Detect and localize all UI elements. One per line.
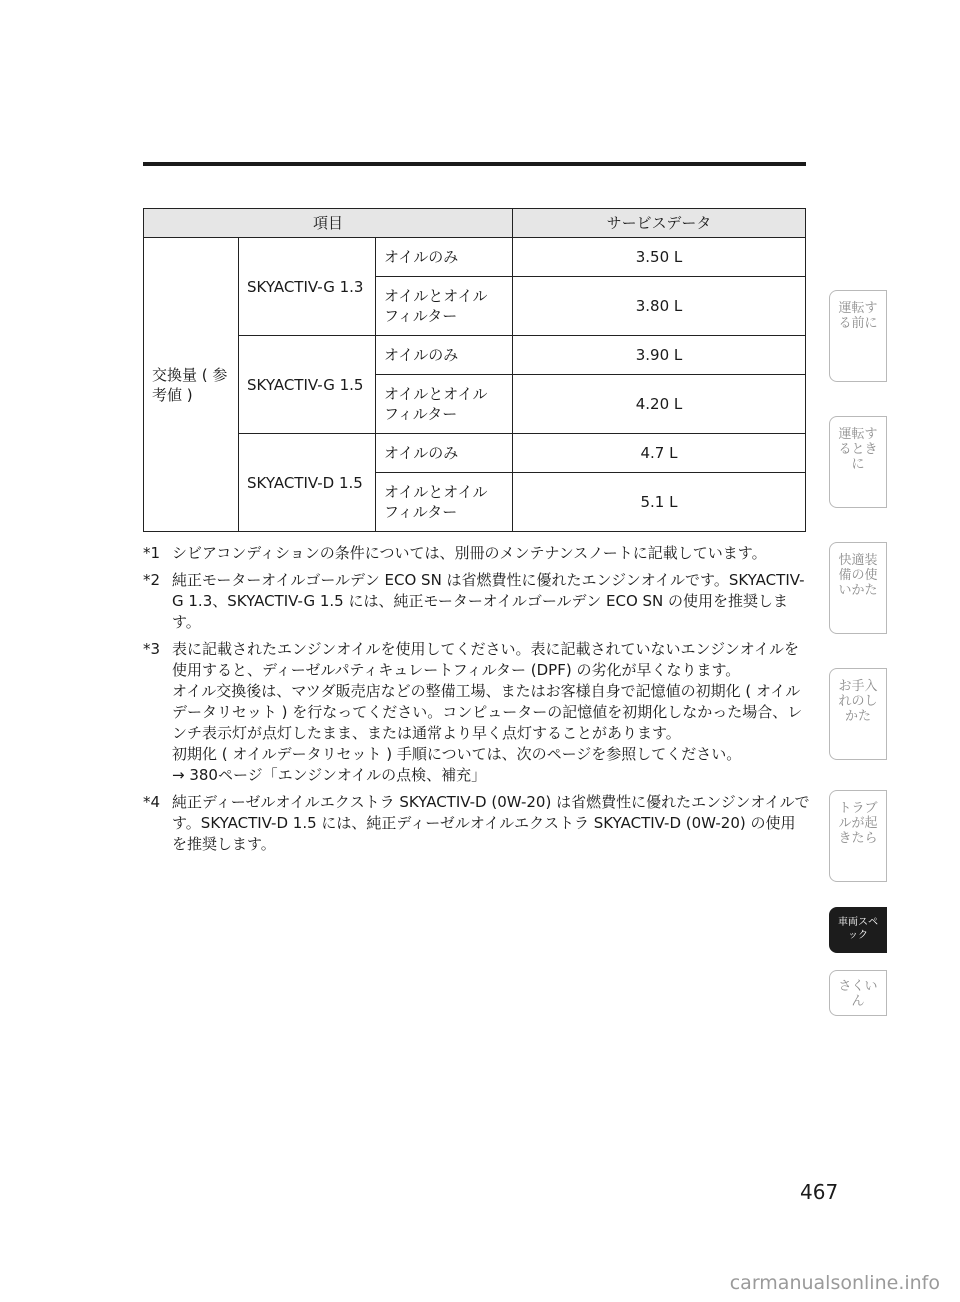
tab-maintenance[interactable]: お手入れのしかた — [829, 668, 887, 760]
model-cell: SKYACTIV-D 1.5 — [239, 434, 376, 532]
model-cell: SKYACTIV-G 1.5 — [239, 336, 376, 434]
tab-while-driving[interactable]: 運転するときに — [829, 416, 887, 508]
footnote-text: シビアコンディションの条件については、別冊のメンテナンスノートに記載しています。 — [172, 544, 767, 562]
tab-troubleshooting[interactable]: トラブルが起きたら — [829, 790, 887, 882]
footnote — [143, 792, 810, 855]
model-cell: SKYACTIV-G 1.3 — [239, 238, 376, 336]
oil-cell: オイルのみ — [376, 434, 513, 473]
oil-cell: オイルとオイル フィルター — [376, 375, 513, 434]
footnote-text: 純正モーターオイルゴールデン ECO SN は省燃費性に優れたエンジンオイルです。SKYACTIV-G 1.3、SKYACTIV-G 1.5 には、純正モーターオイルゴールデン ECO SN の使用を推奨します。 — [172, 571, 805, 631]
header-item: 項目 — [144, 209, 513, 238]
page-number: 467 — [800, 1180, 839, 1204]
tab-before-driving[interactable]: 運転する前に — [829, 290, 887, 382]
category-cell: 交換量 ( 参考値 ) — [144, 238, 239, 532]
footnote-text: 表に記載されたエンジンオイルを使用してください。表に記載されていないエンジンオイルを使用すると、ディーゼルパティキュレートフィルター (DPF) の劣化が早くなります。 — [172, 640, 800, 679]
watermark: carmanualsonline.info — [729, 1272, 940, 1294]
value-cell: 5.1 L — [513, 473, 806, 532]
page-reference-link[interactable]: → 380ページ「エンジンオイルの点検、補充」 — [172, 766, 487, 784]
value-cell: 4.20 L — [513, 375, 806, 434]
footnote-mark: *3 — [143, 640, 161, 658]
tab-index[interactable]: さくいん — [829, 970, 887, 1016]
footnote-text: 純正ディーゼルオイルエクストラ SKYACTIV-D (0W-20) は省燃費性に優れたエンジンオイルです。SKYACTIV-D 1.5 には、純正ディーゼルオイルエクストラ SKYACTIV-D (0W-20) の使用を推奨します。 — [172, 793, 810, 853]
tab-vehicle-specs[interactable]: 車両スペック — [829, 907, 887, 953]
footnote — [143, 543, 810, 564]
top-rule — [143, 162, 806, 166]
footnote-mark: *1 — [143, 544, 161, 562]
oil-cell: オイルとオイル フィルター — [376, 277, 513, 336]
value-cell: 3.50 L — [513, 238, 806, 277]
value-cell: 4.7 L — [513, 434, 806, 473]
oil-cell: オイルのみ — [376, 238, 513, 277]
footnote-text: 初期化 ( オイルデータリセット ) 手順については、次のページを参照してください。 — [172, 745, 742, 763]
oil-cell: オイルとオイル フィルター — [376, 473, 513, 532]
footnote-text: オイル交換後は、マツダ販売店などの整備工場、またはお客様自身で記憶値の初期化 ( オイルデータリセット ) を行なってください。コンピューターの記憶値を初期化しなかった場合、レンチ表示灯が点灯したまま、または通常より早く点灯することがあります。 — [172, 682, 803, 742]
value-cell: 3.90 L — [513, 336, 806, 375]
footnote-mark: *2 — [143, 571, 161, 589]
header-service-data: サービスデータ — [513, 209, 806, 238]
footnote — [143, 639, 810, 786]
footnotes — [143, 543, 810, 861]
tab-comfort-features[interactable]: 快適装備の使いかた — [829, 542, 887, 634]
value-cell: 3.80 L — [513, 277, 806, 336]
oil-cell: オイルのみ — [376, 336, 513, 375]
footnote — [143, 570, 810, 633]
spec-table — [143, 208, 806, 532]
footnote-mark: *4 — [143, 793, 161, 811]
